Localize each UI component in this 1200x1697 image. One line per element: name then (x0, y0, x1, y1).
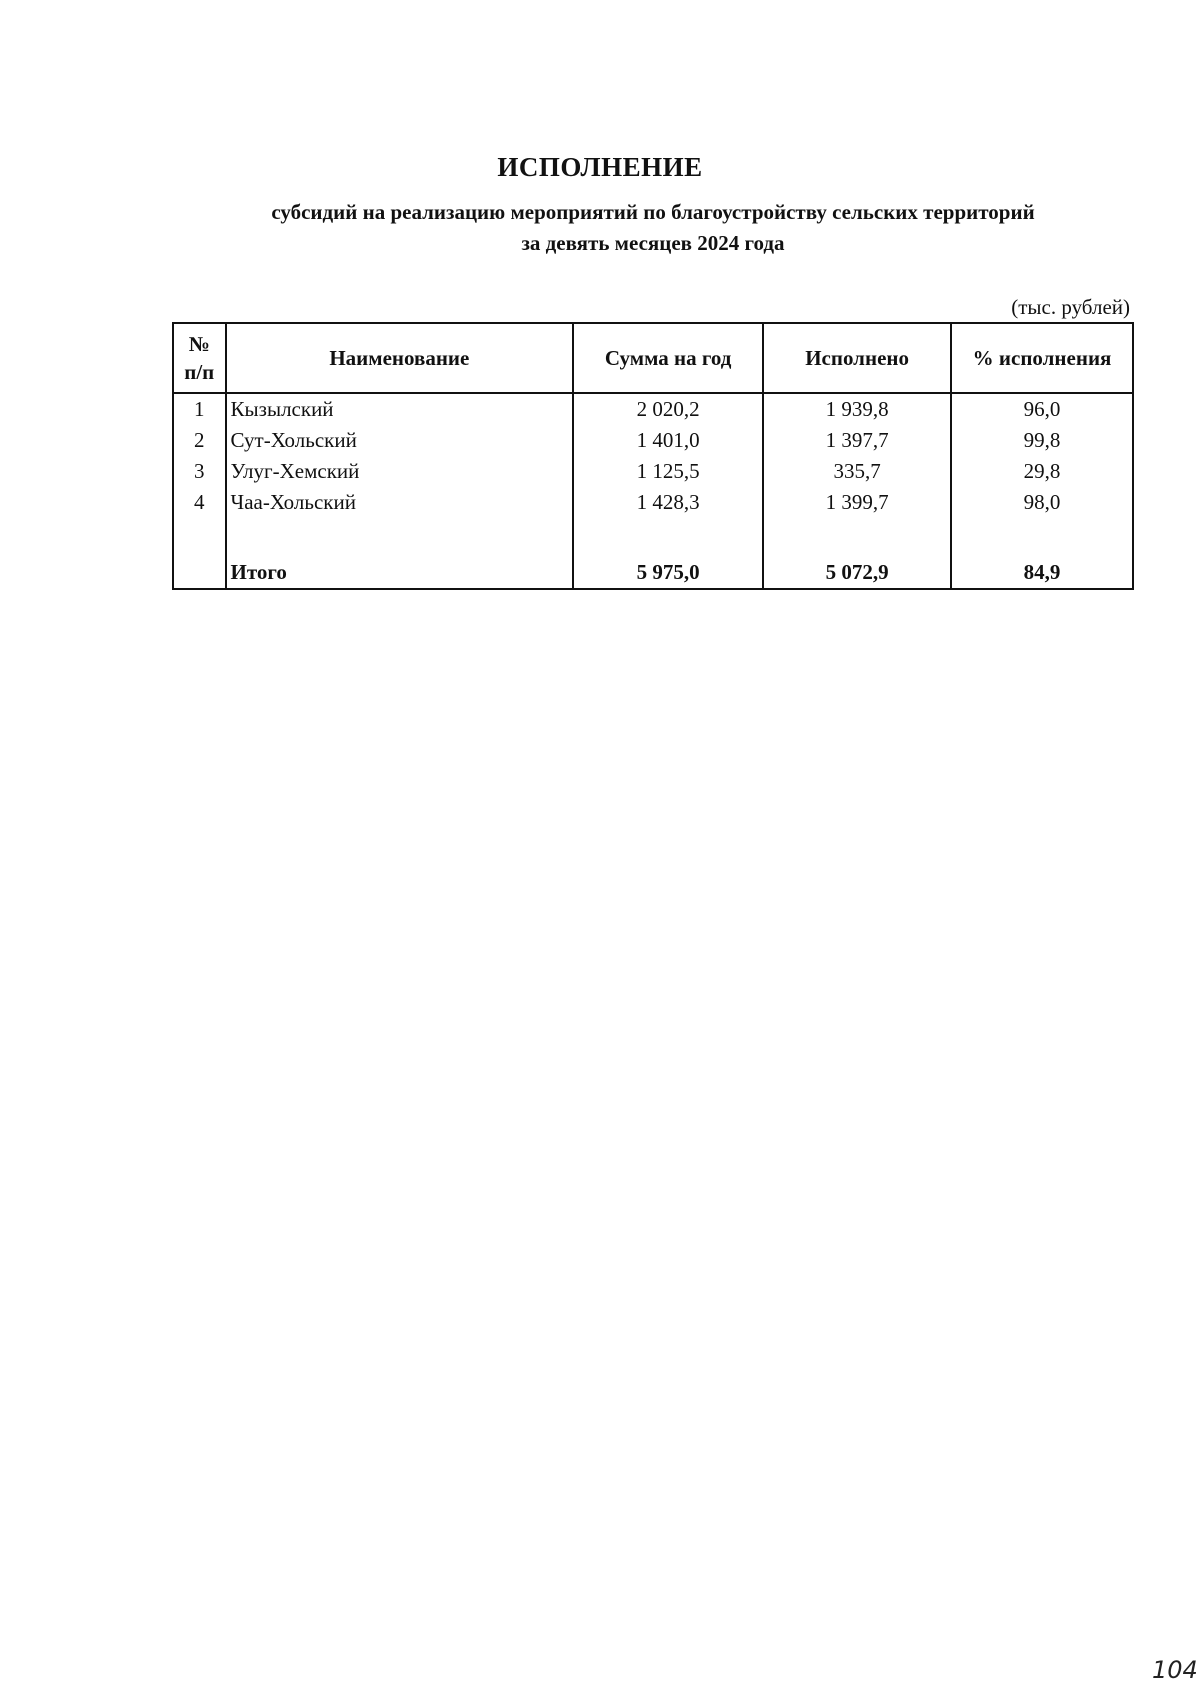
document-title: ИСПОЛНЕНИЕ (497, 152, 703, 182)
row-number: 2 (173, 425, 226, 456)
spacer-cell (763, 518, 951, 556)
spacer-cell (226, 518, 574, 556)
table-row (173, 393, 1133, 425)
handwritten-page-number: 104 (1152, 1656, 1198, 1684)
row-name: Чаа-Хольский (226, 487, 574, 518)
table-spacer-row (173, 518, 1133, 556)
header-number (173, 323, 226, 393)
row-name: Кызылский (226, 393, 574, 425)
header-executed: Исполнено (763, 323, 951, 393)
table-row (173, 425, 1133, 456)
spacer-cell (173, 518, 226, 556)
row-execution-percent: 29,8 (951, 456, 1133, 487)
table-row (173, 456, 1133, 487)
row-execution-percent: 96,0 (951, 393, 1133, 425)
total-executed: 5 072,9 (763, 556, 951, 589)
header-annual-sum: Сумма на год (573, 323, 763, 393)
row-executed: 1 397,7 (763, 425, 951, 456)
total-number (173, 556, 226, 589)
row-annual-sum: 1 401,0 (573, 425, 763, 456)
table-row (173, 487, 1133, 518)
row-executed: 1 399,7 (763, 487, 951, 518)
table-total-row (173, 556, 1133, 589)
spacer-cell (573, 518, 763, 556)
row-name: Улуг-Хемский (226, 456, 574, 487)
header-execution-percent: % исполнения (951, 323, 1133, 393)
row-executed: 1 939,8 (763, 393, 951, 425)
document-subtitle-line-2: за девять месяцев 2024 года (521, 231, 785, 255)
spacer-cell (951, 518, 1133, 556)
total-execution-percent: 84,9 (951, 556, 1133, 589)
header-number-symbol: № (188, 332, 210, 356)
row-execution-percent: 99,8 (951, 425, 1133, 456)
units-label: (тыс. рублей) (1011, 295, 1130, 319)
row-annual-sum: 1 125,5 (573, 456, 763, 487)
total-label: Итого (226, 556, 574, 589)
total-annual-sum: 5 975,0 (573, 556, 763, 589)
table-header-row (173, 323, 1133, 393)
row-annual-sum: 2 020,2 (573, 393, 763, 425)
document-subtitle-line-1: субсидий на реализацию мероприятий по благоустройству сельских территорий (271, 200, 1035, 224)
row-number: 1 (173, 393, 226, 425)
row-number: 3 (173, 456, 226, 487)
row-executed: 335,7 (763, 456, 951, 487)
row-name: Сут-Хольский (226, 425, 574, 456)
row-annual-sum: 1 428,3 (573, 487, 763, 518)
row-execution-percent: 98,0 (951, 487, 1133, 518)
execution-table (172, 322, 1134, 590)
row-number: 4 (173, 487, 226, 518)
header-name: Наименование (226, 323, 574, 393)
header-number-abbrev: п/п (184, 360, 215, 384)
